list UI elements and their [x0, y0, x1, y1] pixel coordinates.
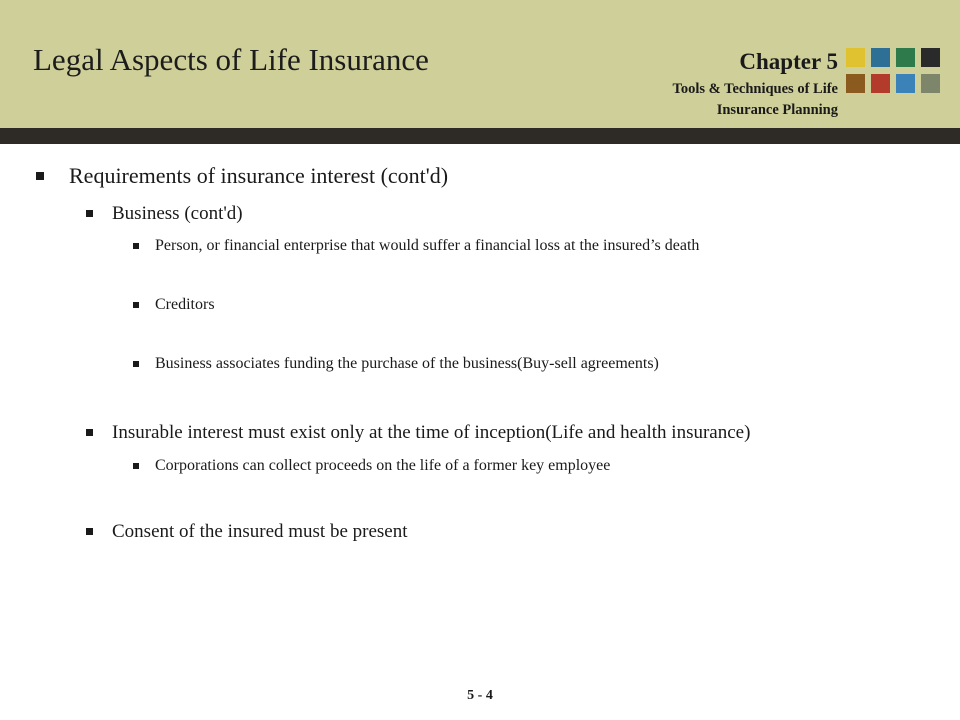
subtitle-line-1: Tools & Techniques of Life: [672, 81, 838, 97]
bullet-item: [155, 237, 699, 255]
chapter-subtitle: [598, 79, 838, 121]
bullet-text: Business associates funding the purchase of the business(Buy-sell agreements): [155, 355, 659, 372]
color-square: [871, 74, 890, 93]
bullet-text: Creditors: [155, 296, 215, 313]
decorative-color-squares: [846, 48, 942, 94]
bullet-text: Business (cont'd): [112, 203, 243, 224]
bullet-text: Person, or financial enterprise that would suffer a financial loss at the insured’s death: [155, 237, 700, 254]
header-divider-bar: [0, 128, 960, 144]
subtitle-line-2: Insurance Planning: [716, 102, 838, 118]
square-bullet-icon: [86, 210, 93, 217]
color-square: [846, 74, 865, 93]
square-bullet-icon: [133, 302, 139, 308]
bullet-item: [112, 422, 750, 444]
bullet-item: [112, 203, 243, 225]
bullet-item: [69, 163, 448, 189]
square-bullet-icon: [86, 429, 93, 436]
bullet-text: Corporations can collect proceeds on the life of a former key employee: [155, 457, 611, 474]
color-square: [846, 48, 865, 67]
square-bullet-icon: [133, 361, 139, 367]
slide-body: [0, 144, 960, 720]
bullet-text: Insurable interest must exist only at the time of inception(Life and health insurance): [112, 422, 751, 443]
square-bullet-icon: [36, 172, 44, 180]
bullet-item: [155, 355, 659, 373]
square-bullet-icon: [133, 243, 139, 249]
color-square: [871, 48, 890, 67]
bullet-text: Requirements of insurance interest (cont'd): [69, 163, 449, 188]
color-square: [896, 48, 915, 67]
bullet-text: Consent of the insured must be present: [112, 521, 408, 542]
color-square: [921, 48, 940, 67]
square-bullet-icon: [86, 528, 93, 535]
bullet-item: [112, 521, 408, 543]
bullet-item: [155, 457, 610, 475]
color-square: [921, 74, 940, 93]
page-number: 5 - 4: [467, 688, 493, 703]
slide-title: Legal Aspects of Life Insurance: [33, 42, 429, 77]
bullet-item: [155, 296, 215, 314]
square-bullet-icon: [133, 463, 139, 469]
color-square: [896, 74, 915, 93]
chapter-label: Chapter 5: [739, 49, 838, 74]
